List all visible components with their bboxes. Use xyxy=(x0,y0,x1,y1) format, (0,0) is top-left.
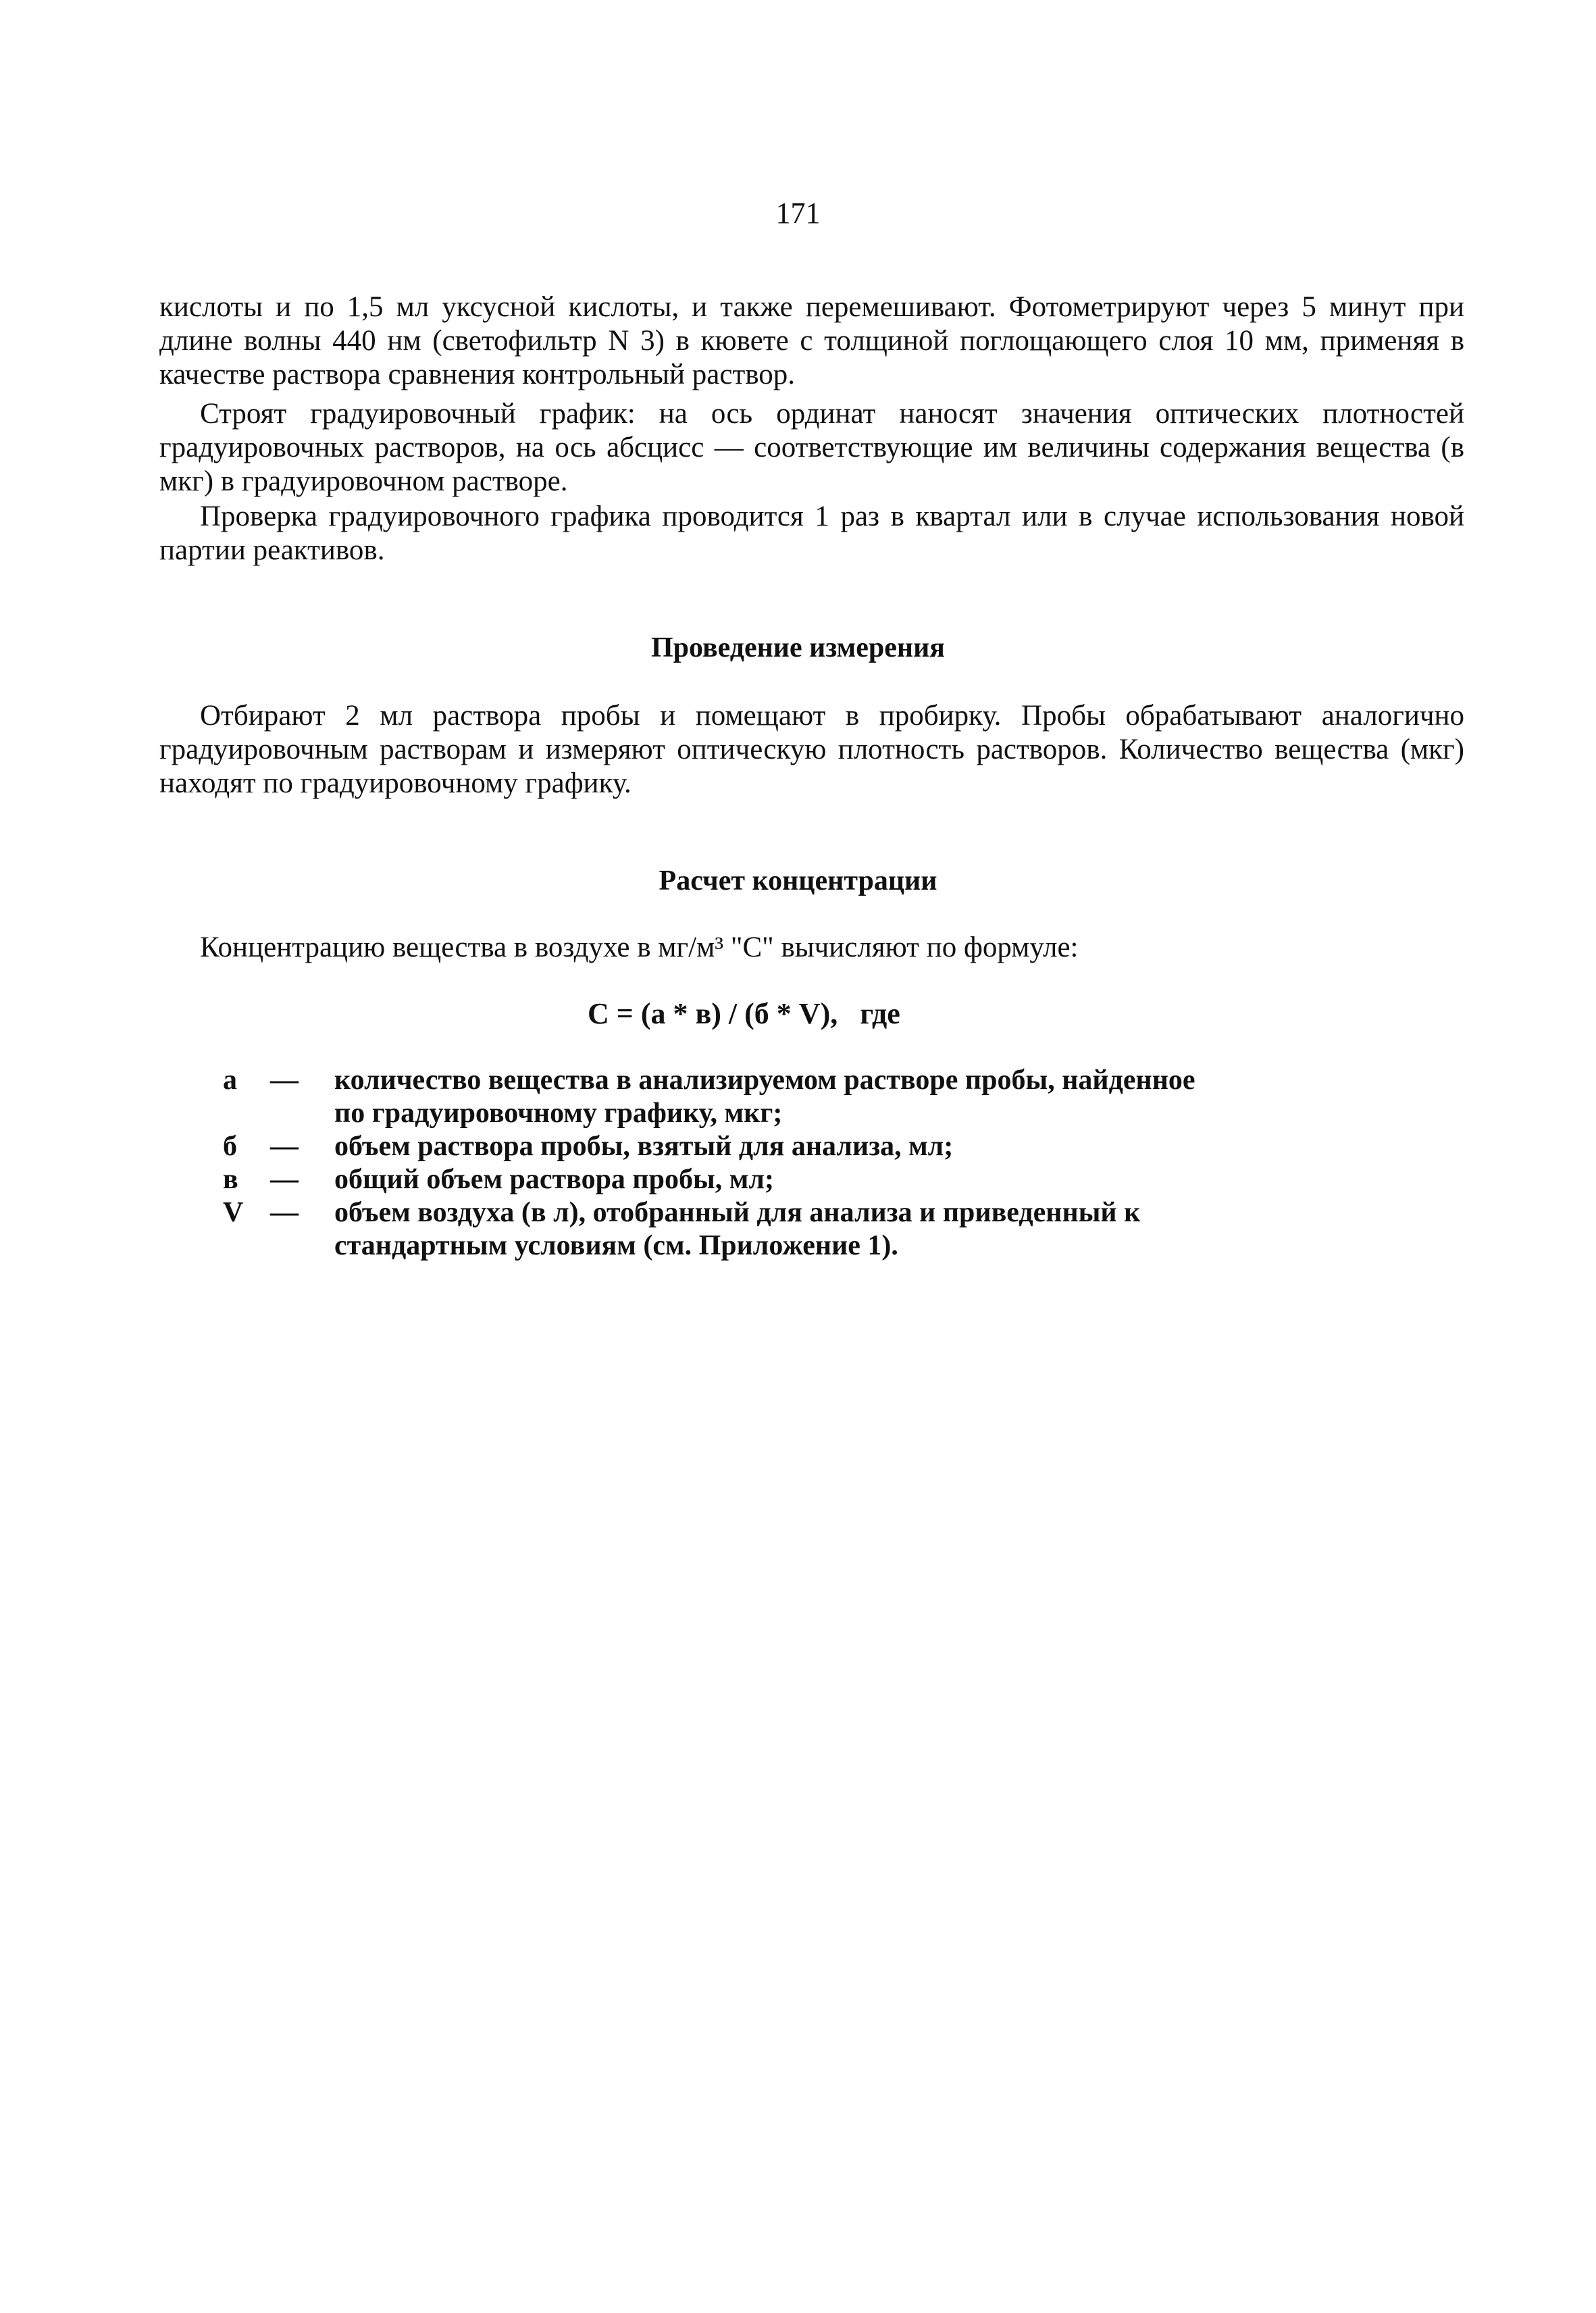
definitions-list xyxy=(223,1064,1212,1263)
paragraph-photometry: кислоты и по 1,5 мл уксусной кислоты, и также перемешивают. Фотометрируют через 5 минут при длине волны 440 нм (светофильтр N 3) в кювете с толщиной поглощающего слоя 10 мм, применяя в качестве раствора сравнения контрольный раствор. xyxy=(159,291,1464,390)
definition-symbol: в xyxy=(223,1164,238,1195)
definition-item xyxy=(223,1196,1212,1263)
definition-text: общий объем раствора пробы, мл; xyxy=(334,1164,774,1195)
page-number: 171 xyxy=(775,197,821,230)
heading-concentration: Расчет концентрации xyxy=(659,865,937,896)
definition-symbol: V xyxy=(223,1197,244,1228)
heading-measurement: Проведение измерения xyxy=(650,632,946,663)
definition-dash: — xyxy=(270,1164,299,1195)
definition-symbol: б xyxy=(223,1131,237,1162)
definition-dash: — xyxy=(270,1197,299,1228)
paragraph-graph-check: Проверка градуировочного графика проводится 1 раз в квартал или в случае использования новой партии реактивов. xyxy=(159,501,1464,566)
definition-text: количество вещества в анализируемом растворе пробы, найденное по градуировочному графику, мкг; xyxy=(334,1065,1195,1129)
paragraph-measurement: Отбирают 2 мл раствора пробы и помещают в пробирку. Пробы обрабатывают аналогично градуировочным растворам и измеряют оптическую плотность растворов. Количество вещества (мкг) находят по градуировочному графику. xyxy=(159,700,1464,799)
formula: С = (а * в) / (б * V), где xyxy=(588,997,900,1030)
definition-item xyxy=(223,1163,1212,1196)
definition-item xyxy=(223,1064,1212,1130)
paragraph-concentration-intro: Концентрацию вещества в воздухе в мг/м³ "С" вычисляют по формуле: xyxy=(200,932,1079,963)
paragraph-calibration-graph: Строят градуировочный график: на ось ординат наносят значения оптических плотностей градуировочных растворов, на ось абсцисс — соответствующие им величины содержания вещества (в мкг) в градуировочном растворе. xyxy=(159,398,1464,497)
definition-text: объем воздуха (в л), отобранный для анализа и приведенный к стандартным условиям (см. Приложение 1). xyxy=(334,1197,1141,1261)
definition-item xyxy=(223,1130,1212,1163)
definition-dash: — xyxy=(270,1131,299,1162)
definition-dash: — xyxy=(270,1065,299,1096)
definition-symbol: а xyxy=(223,1065,237,1096)
definition-text: объем раствора пробы, взятый для анализа, мл; xyxy=(334,1131,954,1162)
